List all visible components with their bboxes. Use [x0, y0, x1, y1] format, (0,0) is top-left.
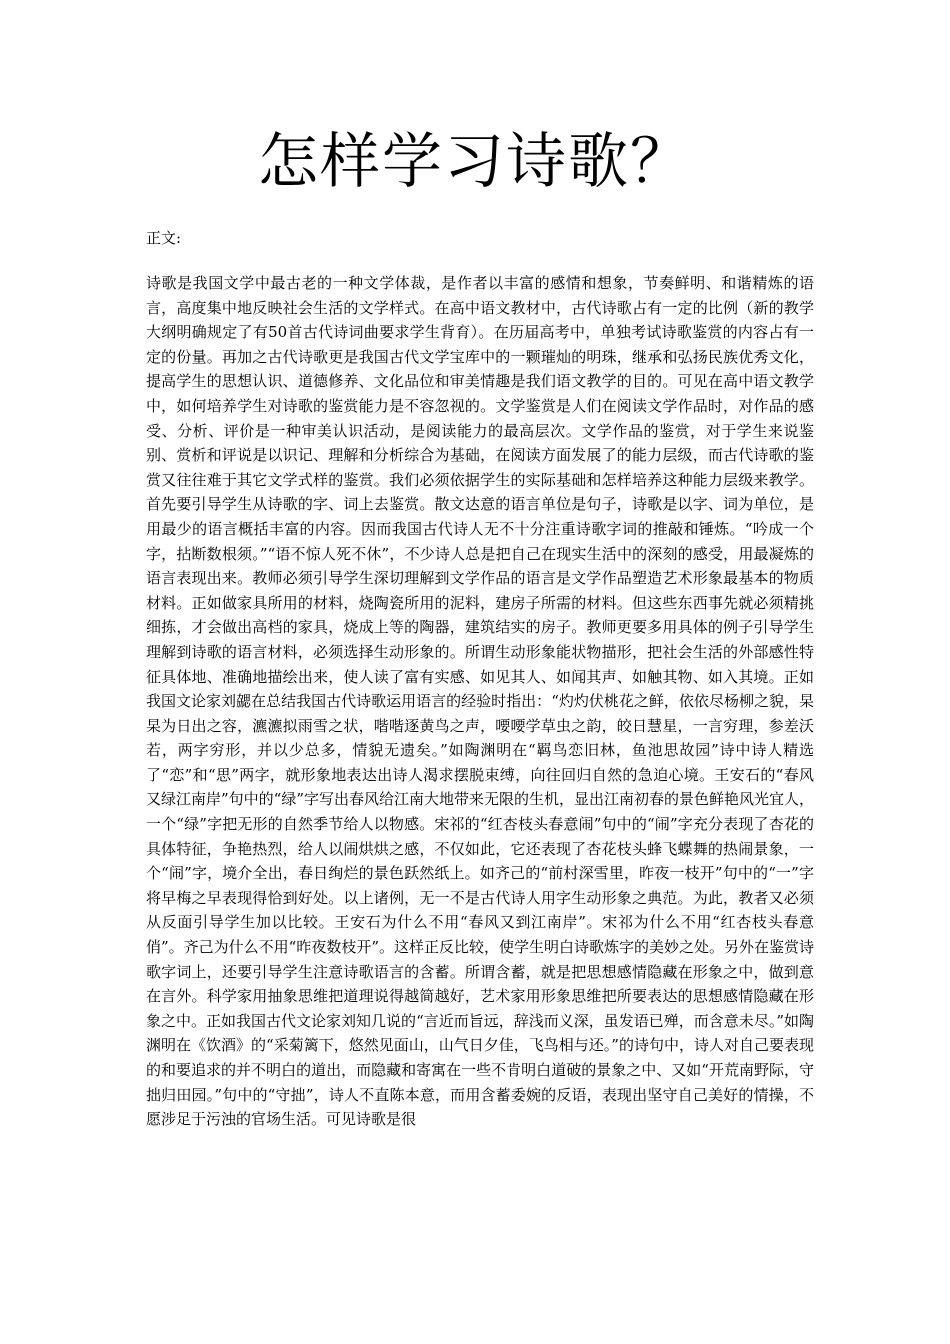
body-paragraph: 诗歌是我国文学中最古老的一种文学体裁，是作者以丰富的感情和想象，节奏鲜明、和谐精炼的语言，高度集中地反映社会生活的文学样式。在高中语文教材中，古代诗歌占有一定的比例（新的教学大纲明确规定了有50首古代诗词曲要求学生背育）。在历届高考中，单独考试诗歌鉴赏的内容占有一定的份量。再加之古代诗歌更是我国古代文学宝库中的一颗璀灿的明珠，继承和弘扬民族优秀文化，提高学生的思想认识、道德修养、文化品位和审美情趣是我们语文教学的目的。可见在高中语文教学中，如何培养学生对诗歌的鉴赏能力是不容忽视的。文学鉴赏是人们在阅读文学作品时，对作品的感受、分析、评价是一种审美认识活动，是阅读能力的最高层次。文学作品的鉴赏，对于学生来说鉴别、赏析和评说是以识记、理解和分析综合为基础，在阅读方面发展了的能力层级，而古代诗歌的鉴赏又往往难于其它文学式样的鉴赏。我们必须依据学生的实际基础和怎样培养这种能力层级来教学。首先要引导学生从诗歌的字、词上去鉴赏。散文达意的语言单位是句子，诗歌是以字、词为单位，是用最少的语言概括丰富的内容。因而我国古代诗人无不十分注重诗歌字词的推敲和锤炼。“吟成一个字，拈断数根须。”“语不惊人死不休”，不少诗人总是把自己在现实生活中的深刻的感受，用最凝炼的语言表现出来。教师必须引导学生深切理解到文学作品的语言是文学作品塑造艺术形象最基本的物质材料。正如做家具所用的材料，烧陶瓷所用的泥料，建房子所需的材料。但这些东西事先就必须精挑细拣，才会做出高档的家具，烧成上等的陶器，建筑结实的房子。教师更要多用具体的例子引导学生理解到诗歌的语言材料，必须选择生动形象的。所谓生动形象能状物描形，把社会生活的外部感性特征具体地、准确地描绘出来，使人读了富有实感、如见其人、如闻其声、如触其物、如入其境。正如我国文论家刘勰在总结我国古代诗歌运用语言的经验时指出：“灼灼伏桃花之鲜，依依尽杨柳之貌，杲杲为日出之容，瀌瀌拟雨雪之状，喈喈逐黄鸟之声，喓喓学草虫之韵，皎日慧星，一言穷理，参差沃若，两字穷形，并以少总多，情貌无遗矣。”如陶渊明在“羁鸟恋旧林，鱼池思故园”诗中诗人精选了“恋”和“思”两字，就形象地表达出诗人渴求摆脱束缚，向往回归自然的急迫心境。王安石的“春风又绿江南岸”句中的“绿”字写出春风给江南大地带来无限的生机，显出江南初春的景色鲜艳风光宜人，一个“绿”字把无形的自然季节给人以物感。宋祁的“红杏枝头春意闹”句中的“闹”字充分表现了杏花的具体特征，争艳热烈，给人以闹烘烘之感，不仅如此，它还表现了杏花枝头蜂飞蝶舞的热闹景象，一个“闹”字，境介全出，春日绚烂的景色跃然纸上。如齐己的“前村深雪里，昨夜一枝开”句中的“一”字将早梅之早表现得恰到好处。以上诸例，无一不是古代诗人用字生动形象之典范。为此，教者又必须从反面引导学生加以比较。王安石为什么不用“春风又到江南岸”。宋祁为什么不用“红杏枝头春意俏”。齐己为什么不用“昨夜数枝开”。这样正反比较，使学生明白诗歌炼字的美妙之处。另外在鉴赏诗歌字词上，还要引导学生注意诗歌语言的含蓄。所谓含蓄，就是把思想感情隐藏在形象之中，做到意在言外。科学家用抽象思维把道理说得越简越好，艺术家用形象思维把所要表达的思想感情隐藏在形象之中。正如我国古代文论家刘知几说的“言近而旨远，辞浅而义深，虽发语已殚，而含意未尽。”如陶渊明在《饮酒》的“采菊篱下，悠然见面山，山气日夕佳，飞鸟相与还。”的诗句中，诗人对自己要表现的和要追求的并不明白的道出，而隐藏和寄寓在一些不肯明白道破的景象之中、又如“开荒南野际，守拙归田园。”句中的“守拙”，诗人不直陈本意，而用含蓄委婉的反语，表现出坚守自己美好的情操，不愿涉足于污浊的官场生活。可见诗歌是很	[146, 274, 815, 1129]
section-label: 正文:	[146, 229, 182, 247]
document-title: 怎样学习诗歌？	[258, 127, 692, 197]
